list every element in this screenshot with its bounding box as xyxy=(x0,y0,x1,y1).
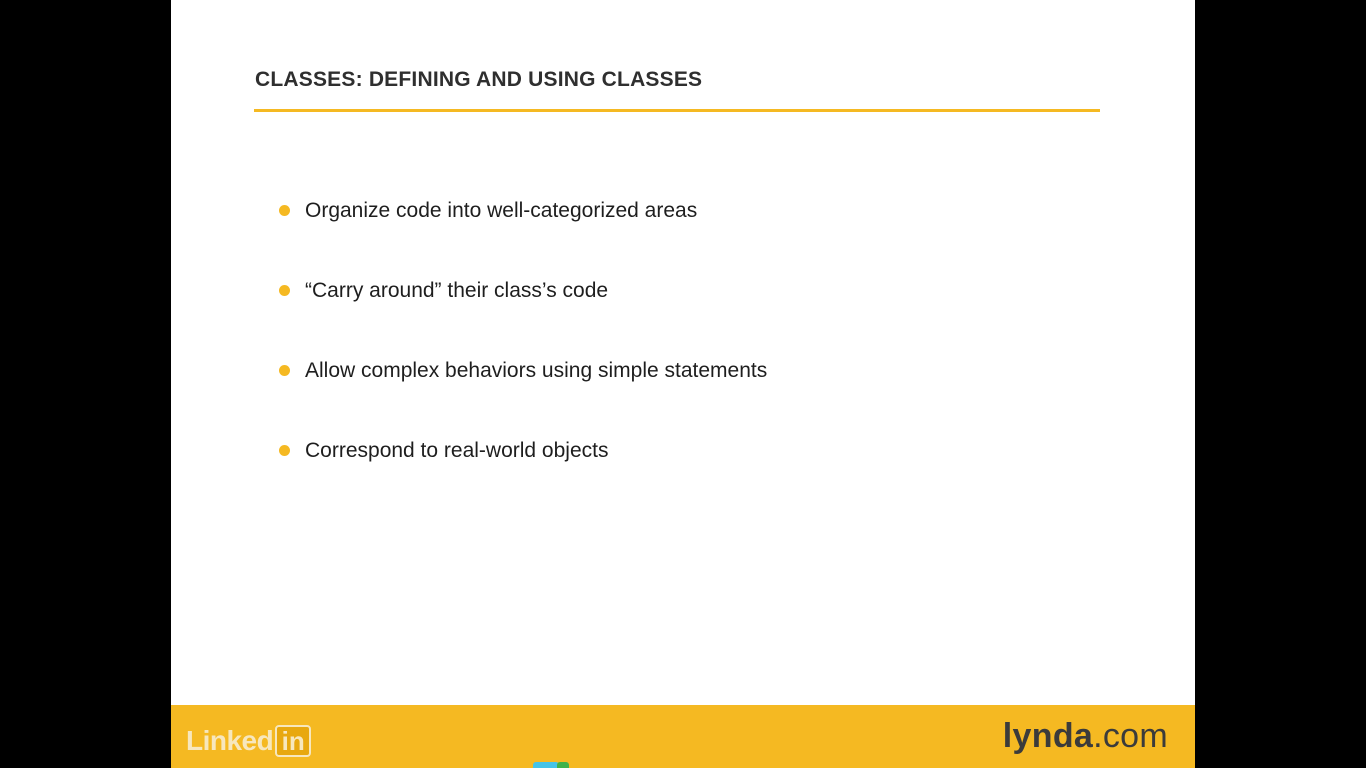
lynda-logo-tld: .com xyxy=(1093,717,1168,755)
lynda-logo-name: lynda xyxy=(1002,717,1094,755)
progress-handle-green xyxy=(557,762,569,768)
slide-title: CLASSES: DEFINING AND USING CLASSES xyxy=(255,68,703,91)
title-underline xyxy=(254,109,1100,112)
bullet-dot-icon xyxy=(279,445,290,456)
bullet-dot-icon xyxy=(279,205,290,216)
slide xyxy=(171,0,1195,768)
bullet-text: “Carry around” their class’s code xyxy=(305,279,609,302)
bullet-text: Allow complex behaviors using simple statements xyxy=(305,359,768,382)
linkedin-logo-text: Linked xyxy=(186,725,274,756)
linkedin-logo xyxy=(186,724,311,758)
lynda-logo xyxy=(1003,717,1168,756)
bullet-text: Organize code into well-categorized areas xyxy=(305,199,698,222)
footer-bar xyxy=(171,705,1195,768)
bullet-dot-icon xyxy=(279,365,290,376)
bullet-text: Correspond to real-world objects xyxy=(305,439,609,462)
progress-handle-blue xyxy=(533,762,559,768)
linkedin-in-icon: in xyxy=(275,725,311,757)
player-progress-handle[interactable] xyxy=(533,762,569,768)
bullet-dot-icon xyxy=(279,285,290,296)
